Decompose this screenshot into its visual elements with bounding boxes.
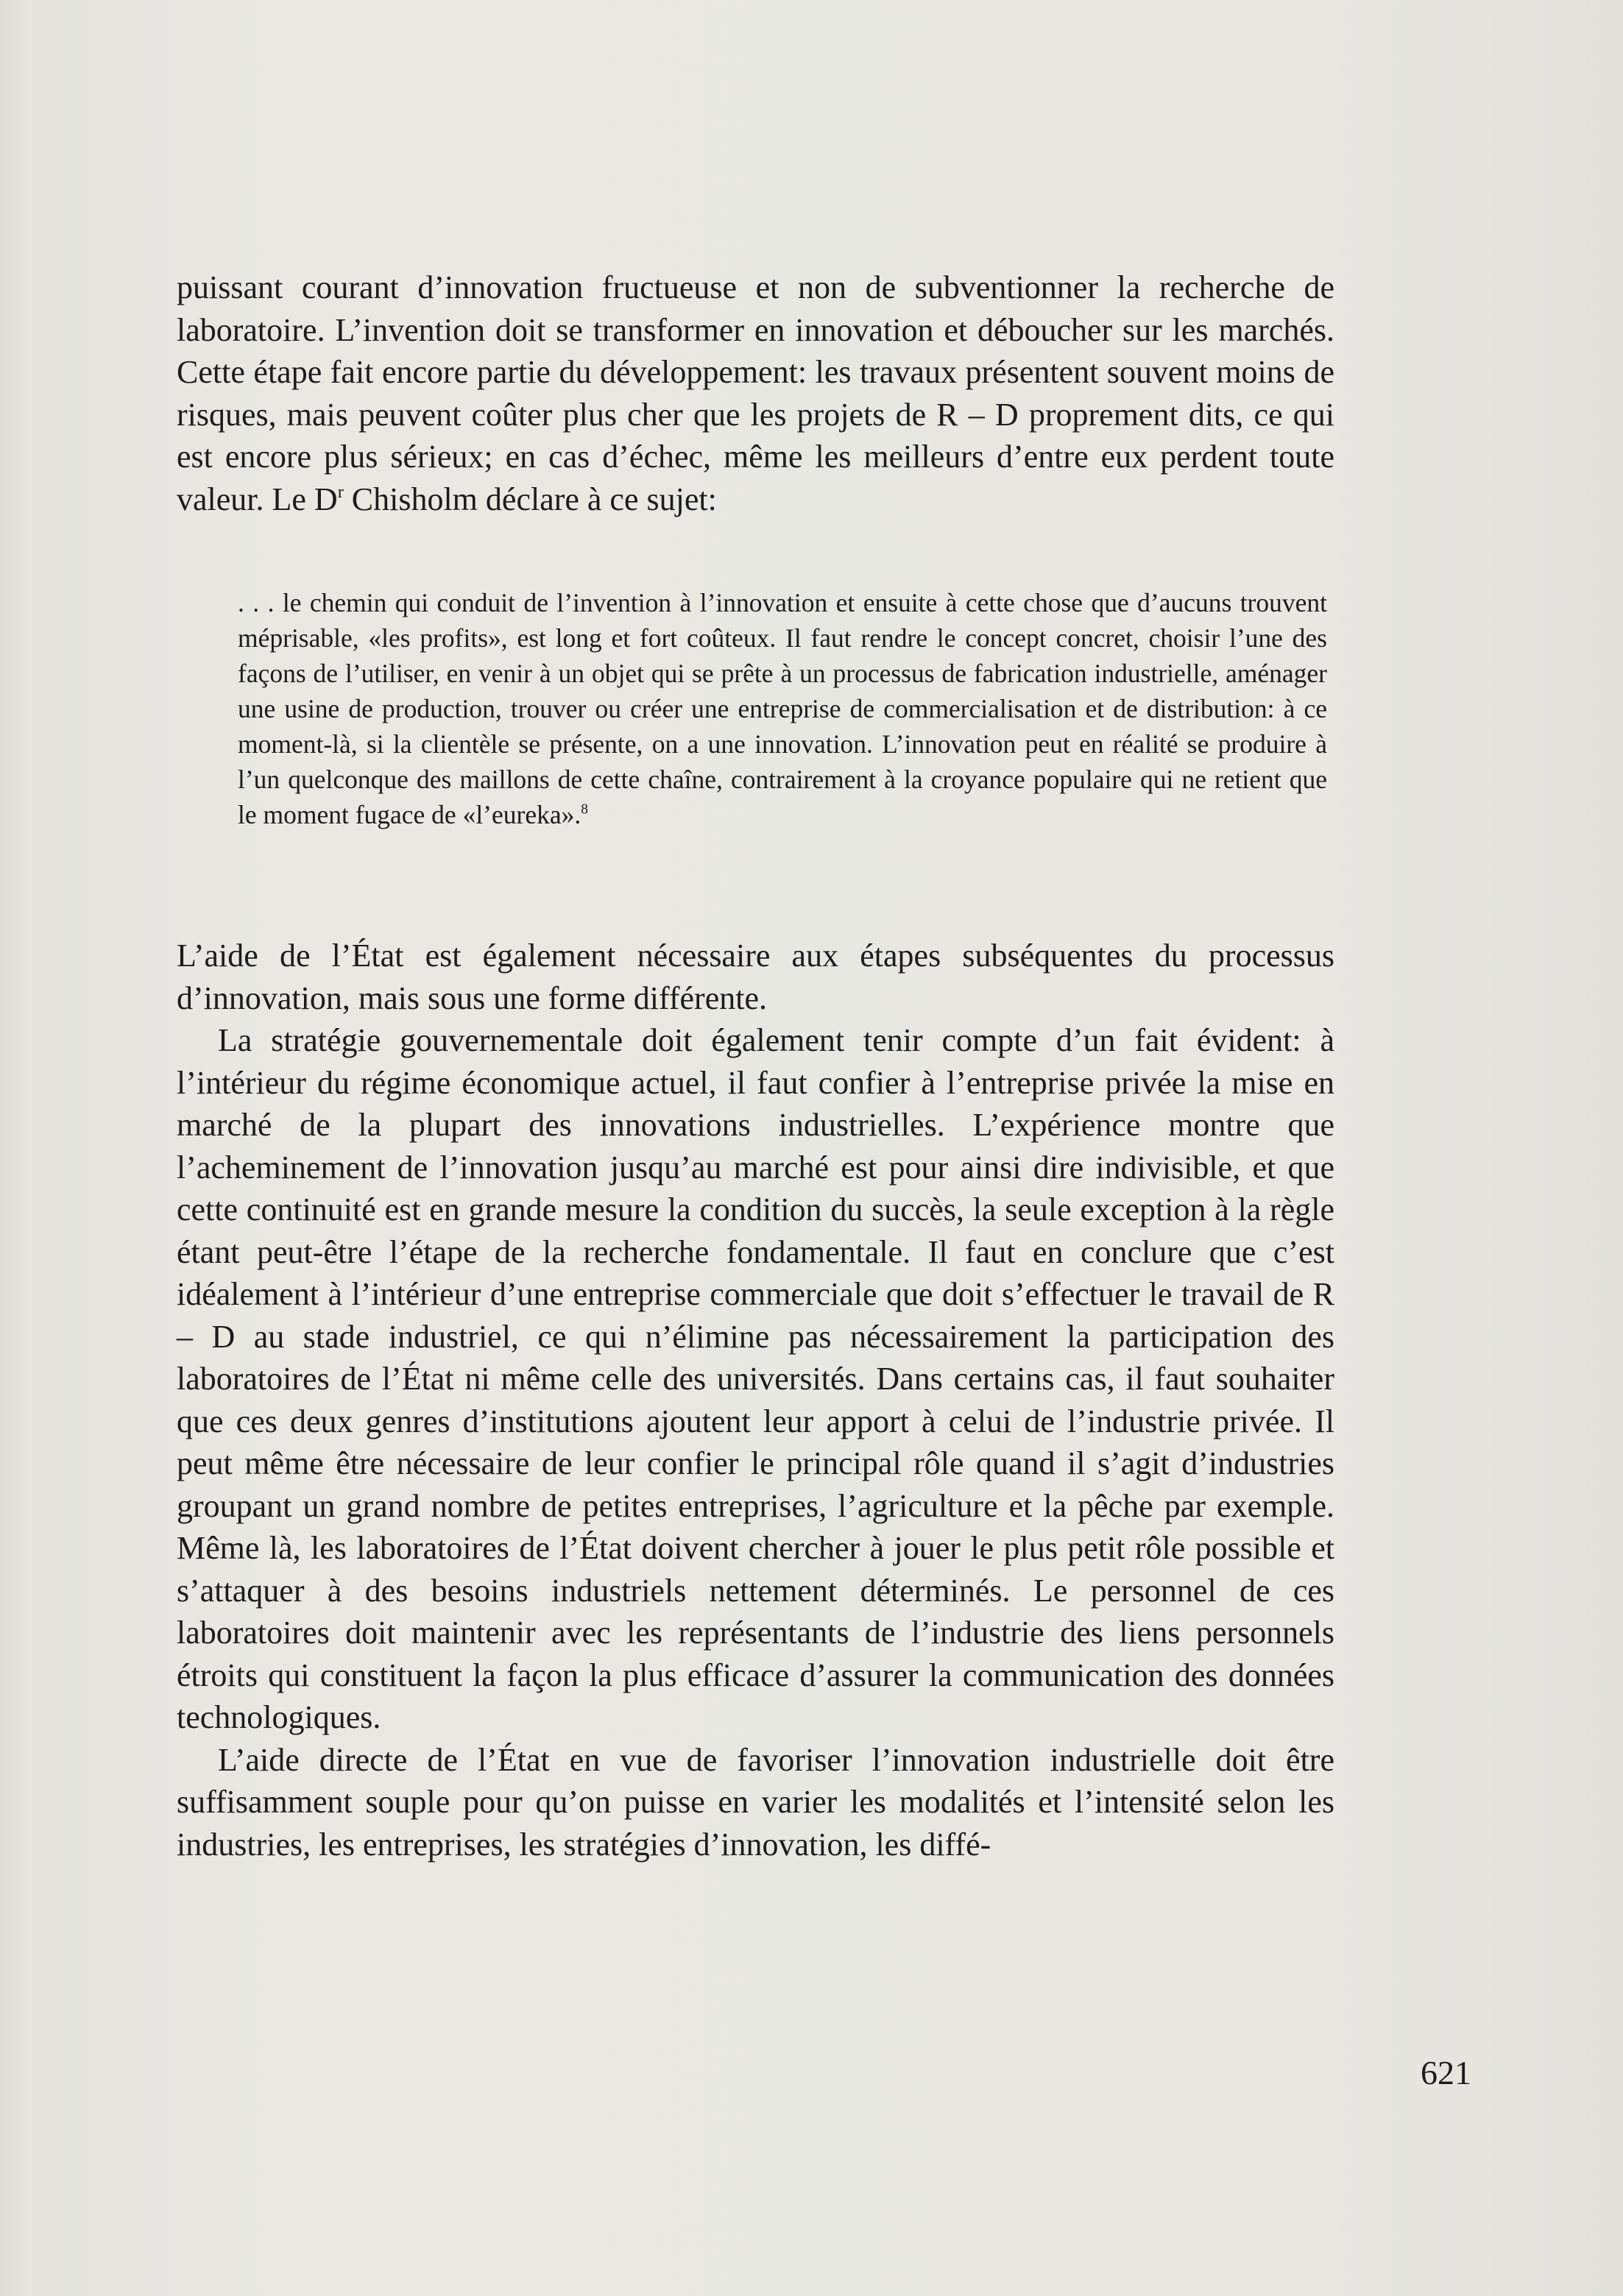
body-text-top (177, 266, 1334, 520)
paragraph-3: La stratégie gouvernementale doit également tenir compte d’un fait évident: à l’intérieur du régime économique actuel, il faut confier à l’entreprise privée la mise en marché de la plupart des innovations industrielles. L’expérience montre que l’acheminement de l’innovation jusqu’au marché est pour ainsi dire indivisible, et que cette continuité est en grande mesure la condition du succès, la seule exception à la règle étant peut-être l’étape de la recherche fondamentale. Il faut en conclure que c’est idéalement à l’intérieur d’une entreprise commerciale que doit s’effectuer le travail de R – D au stade industriel, ce qui n’élimine pas nécessairement la participation des laboratoires de l’État ni même celle des universités. Dans certains cas, il faut souhaiter que ces deux genres d’institutions ajoutent leur apport à celui de l’industrie privée. Il peut même être nécessaire de leur confier le principal rôle quand il s’agit d’industries groupant un grand nombre de petites entreprises, l’agriculture et la pêche par exemple. Même là, les laboratoires de l’État doivent chercher à jouer le plus petit rôle possible et s’attaquer à des besoins industriels nettement déterminés. Le personnel de ces laboratoires doit maintenir avec les représentants de l’industrie des liens personnels étroits qui constituent la façon la plus efficace d’assurer la communication des données technologiques. (177, 1022, 1334, 1735)
block-quote (177, 585, 1334, 832)
quote-body: . . . le chemin qui conduit de l’invention à l’innovation et ensuite à cette chose que d’aucuns trouvent méprisable, «les profits», est long et fort coûteux. Il faut rendre le concept concret, choisir l’une des façons de l’utiliser, en venir à un objet qui se prête à un processus de fabrication industrielle, aménager une usine de production, trouver ou créer une entreprise de commercialisation et de distribution: à ce moment-là, si la clientèle se présente, on a une innovation. L’innovation peut en réalité se produire à l’un quelconque des maillons de cette chaîne, contrairement à la croyance populaire qui ne retient que le moment fugace de «l’eureka». (238, 588, 1327, 829)
body-text-bottom (177, 935, 1334, 1866)
paragraph-1-tail: Chisholm déclare à ce sujet: (343, 481, 717, 517)
page-number: 621 (1421, 2054, 1471, 2091)
paragraph-2: L’aide de l’État est également nécessaire aux étapes subséquentes du processus d’innovation, mais sous une forme différente. (177, 938, 1334, 1016)
footnote-marker: 8 (581, 801, 588, 818)
quote-text (177, 585, 1334, 832)
paragraph-1-text: puissant courant d’innovation fructueuse et non de subventionner la recherche de laboratoire. L’invention doit se transformer en innovation et déboucher sur les marchés. Cette étape fait encore partie du développement: les travaux présentent souvent moins de risques, mais peuvent coûter plus cher que les projets de R – D proprement dits, ce qui est encore plus sérieux; en cas d’échec, même les meilleurs d’entre eux perdent toute valeur. Le D (177, 269, 1334, 517)
paragraph-1 (177, 266, 1334, 520)
doctor-abbrev-superscript: r (337, 481, 344, 502)
paragraph-4: L’aide directe de l’État en vue de favoriser l’innovation industrielle doit être suffisamment souple pour qu’on puisse en varier les modalités et l’intensité selon les industries, les entreprises, les stratégies d’innovation, les diffé- (177, 1741, 1334, 1863)
